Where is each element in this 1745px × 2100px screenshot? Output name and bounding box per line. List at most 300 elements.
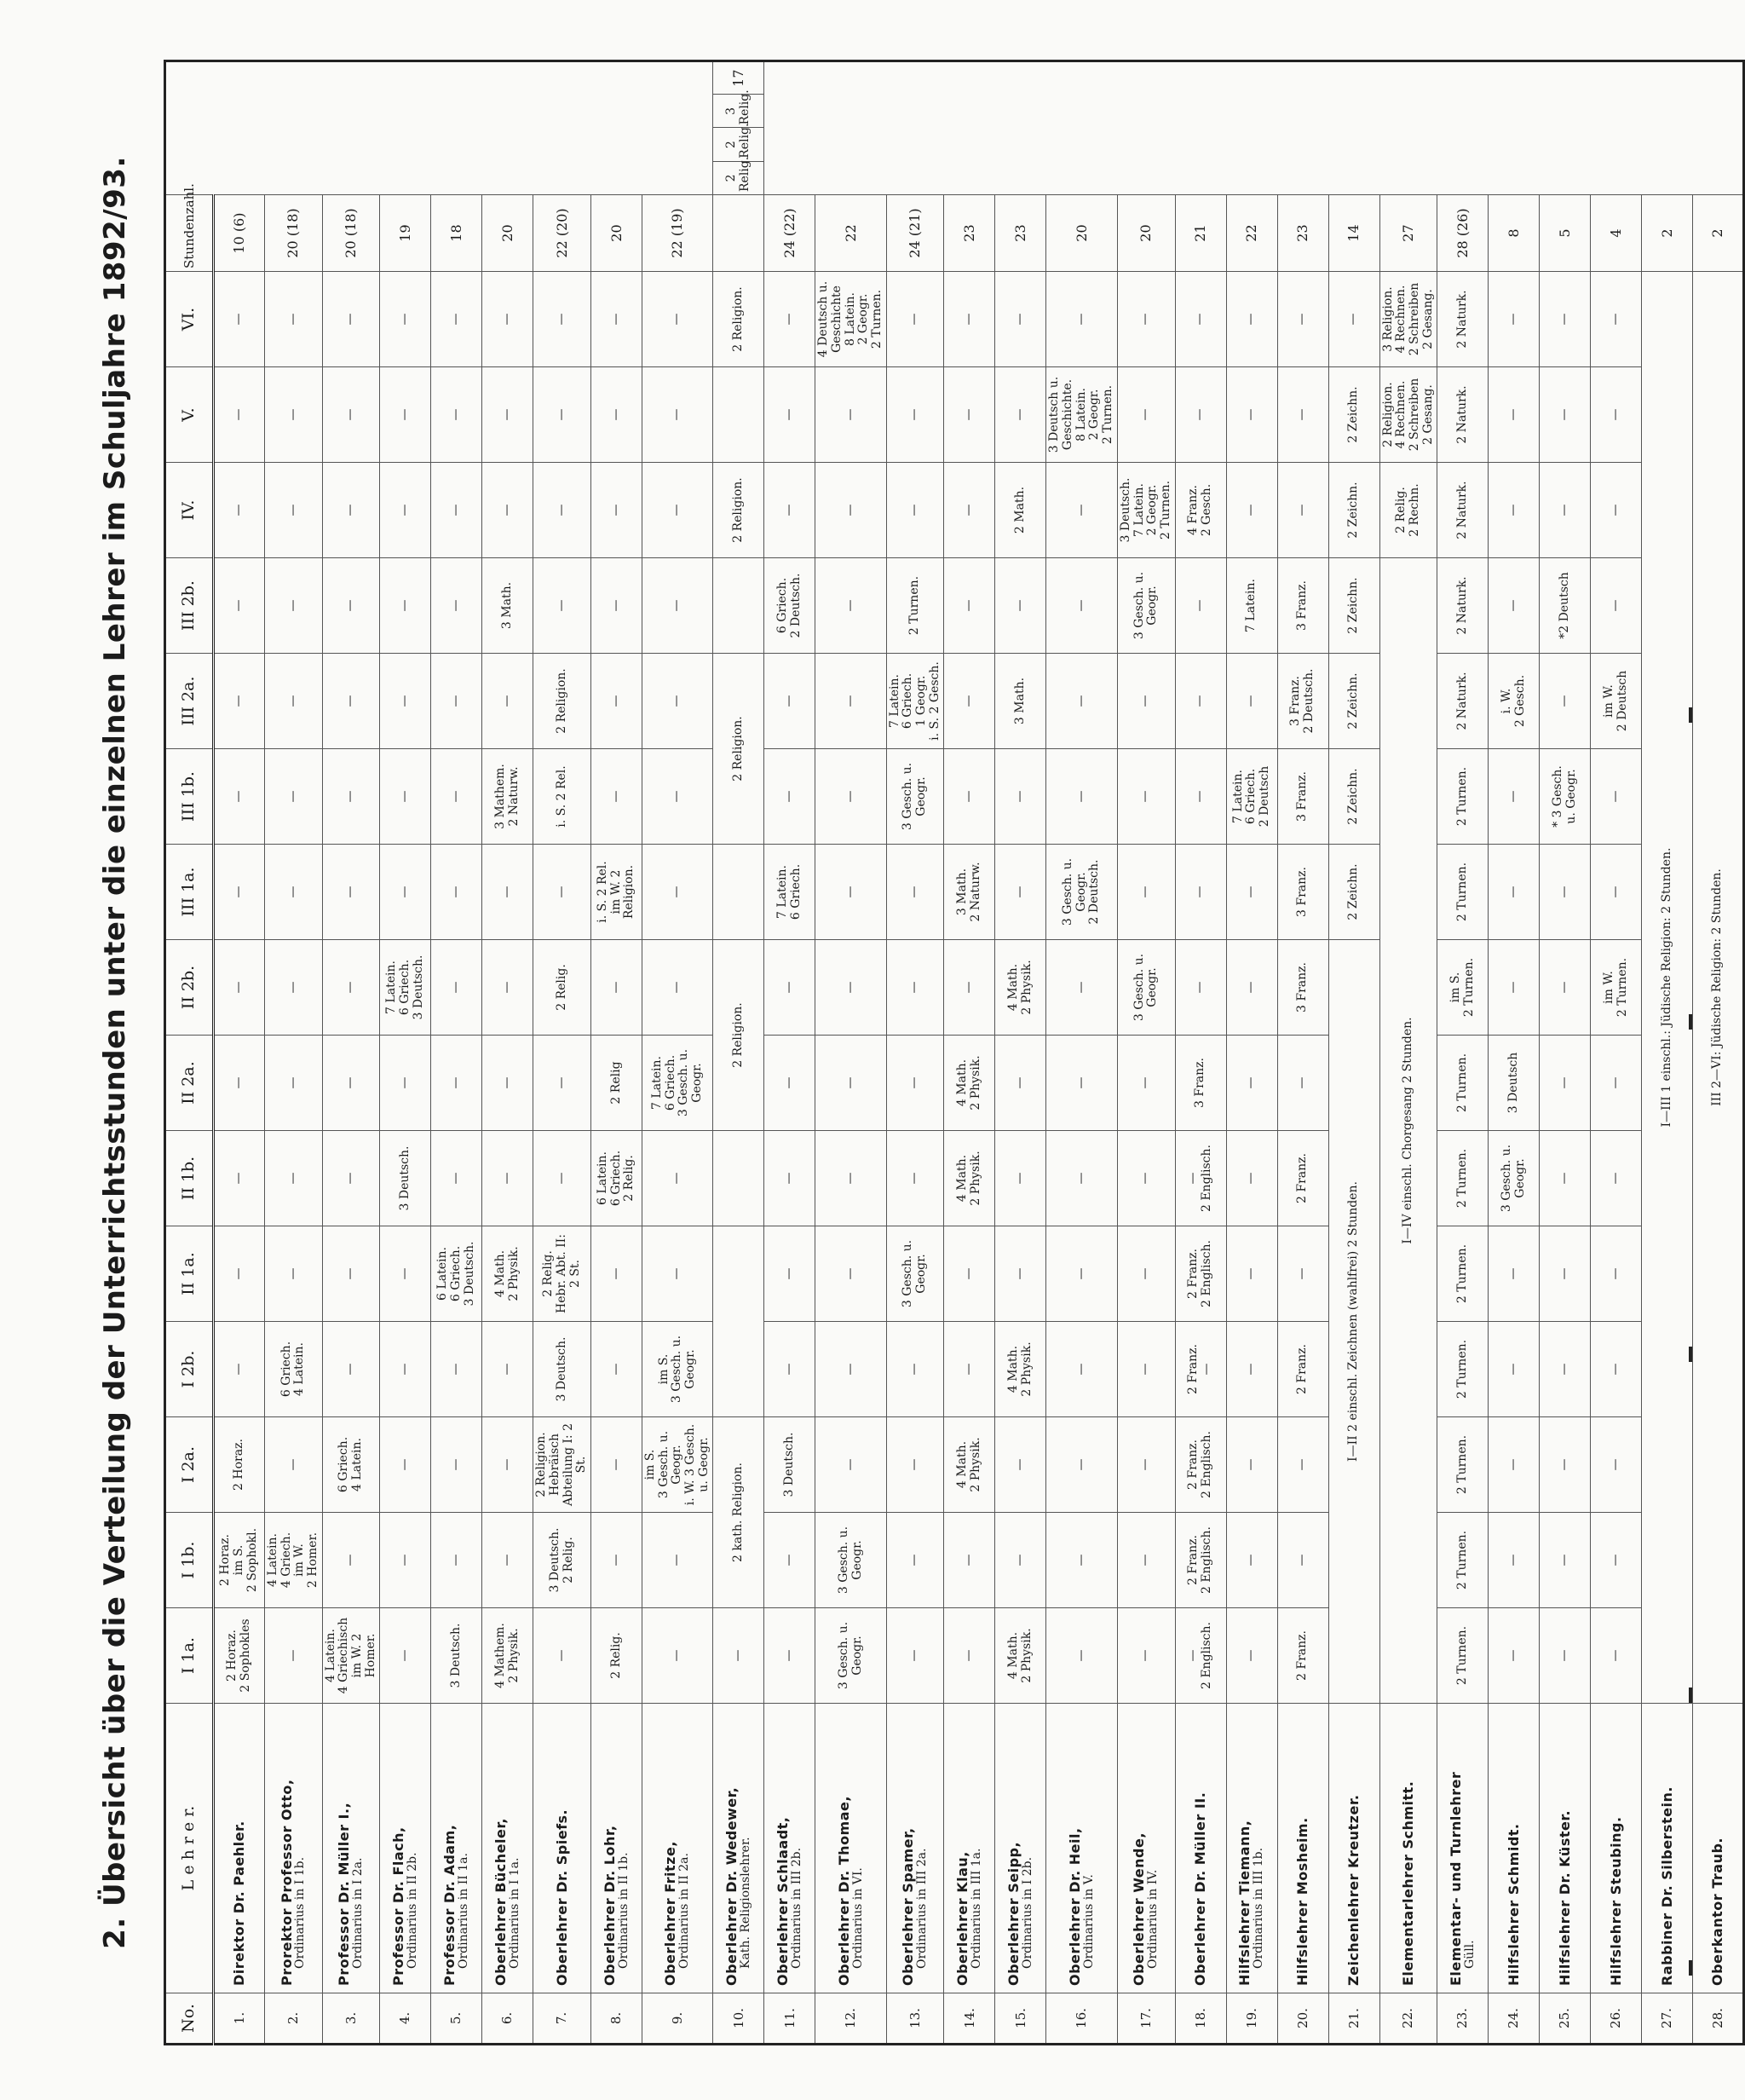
teacher-name: Oberlehrer Seipp, xyxy=(1005,1841,1022,1986)
lesson-cell: — xyxy=(1540,367,1591,463)
lesson-cell: — xyxy=(1117,654,1175,749)
lesson-cell: — xyxy=(431,367,482,463)
lesson-cell: — xyxy=(944,1226,995,1322)
lesson-cell: 3 Math. xyxy=(995,654,1046,749)
row-number: 19. xyxy=(1226,1993,1277,2045)
lesson-cell: — xyxy=(1277,367,1328,463)
lesson-cell: — xyxy=(1226,845,1277,940)
lesson-cell: — xyxy=(886,1036,944,1131)
lesson-cell: — xyxy=(1117,1036,1175,1131)
lesson-cell: — xyxy=(265,940,323,1036)
lesson-cell: 2 Relig xyxy=(591,1036,642,1131)
lesson-cell: — xyxy=(1277,1417,1328,1513)
lesson-cell: — xyxy=(886,463,944,558)
lesson-cell: — xyxy=(265,749,323,845)
lesson-cell: — xyxy=(1117,1226,1175,1322)
lesson-cell: — xyxy=(1540,940,1591,1036)
hours-total: 2 xyxy=(1693,195,1744,272)
teacher-name: Oberlehrer Fritze, xyxy=(662,1841,679,1986)
row-number: 17. xyxy=(1117,1993,1175,2045)
lesson-cell: 3 Franz. xyxy=(1277,749,1328,845)
column-header: I 1b. xyxy=(165,1513,214,1608)
lesson-cell: — xyxy=(431,1322,482,1417)
teacher-role: Ordinarius in III 2b. xyxy=(790,1847,804,1969)
lesson-cell: — xyxy=(886,940,944,1036)
lesson-cell: — xyxy=(1540,1226,1591,1322)
row-number: 2. xyxy=(265,1993,323,2045)
lesson-cell: — xyxy=(214,1131,265,1226)
lesson-cell: 2 Religion. xyxy=(713,463,764,558)
lesson-cell: — xyxy=(1046,1322,1117,1417)
lesson-cell: 3 Deutsch. xyxy=(431,1608,482,1704)
lesson-cell: — xyxy=(431,845,482,940)
column-header: III 2a. xyxy=(165,654,214,749)
table-row xyxy=(1379,61,1437,2045)
lesson-cell: — xyxy=(886,1608,944,1704)
table-row xyxy=(1046,61,1117,2045)
lesson-cell: — xyxy=(1175,272,1226,367)
lesson-cell: 3 Franz. xyxy=(1175,1036,1226,1131)
hours-total: 8 xyxy=(1489,195,1540,272)
lesson-cell: — xyxy=(815,749,886,845)
row-number: 3. xyxy=(322,1993,380,2045)
teacher-role: Ordinarius in IV. xyxy=(1146,1869,1160,1969)
teacher-role: Ordinarius in III 1b. xyxy=(1252,1847,1266,1969)
lesson-cell: — xyxy=(533,463,591,558)
lesson-cell: — xyxy=(482,1417,533,1513)
lesson-cell: * 3 Gesch. u. Geogr. xyxy=(1540,749,1591,845)
lesson-cell: — xyxy=(764,1322,815,1417)
lesson-cell: — xyxy=(995,845,1046,940)
lesson-cell: — xyxy=(431,1513,482,1608)
teacher-cell xyxy=(1328,1704,1379,1993)
column-header: V. xyxy=(165,367,214,463)
lesson-cell: — xyxy=(431,654,482,749)
lesson-cell: — xyxy=(1226,1417,1277,1513)
lesson-cell: — xyxy=(995,558,1046,654)
lesson-cell: 2 Religion. xyxy=(713,272,764,367)
column-header: IV. xyxy=(165,463,214,558)
lesson-cell: — xyxy=(214,1226,265,1322)
lesson-cell: 2 Franz. — xyxy=(1175,1322,1226,1417)
lesson-cell: — xyxy=(322,367,380,463)
row-number: 13. xyxy=(886,1993,944,2045)
lesson-cell: 2 Horaz. xyxy=(214,1417,265,1513)
lesson-cell: 3 Relig. xyxy=(713,95,764,128)
lesson-cell: — xyxy=(1540,1608,1591,1704)
lesson-cell: — xyxy=(1489,463,1540,558)
lesson-cell: — xyxy=(431,1131,482,1226)
lesson-cell: 2 Naturk. xyxy=(1437,272,1489,367)
lesson-cell: — xyxy=(642,558,713,654)
lesson-cell: — xyxy=(1175,654,1226,749)
table-body xyxy=(214,61,1744,2045)
row-number: 9. xyxy=(642,1993,713,2045)
lesson-cell: — xyxy=(1540,654,1591,749)
lesson-cell: — xyxy=(764,654,815,749)
lesson-cell: — xyxy=(886,367,944,463)
teacher-role: Güll. xyxy=(1462,1940,1477,1969)
lesson-cell: — xyxy=(431,558,482,654)
row-number: 16. xyxy=(1046,1993,1117,2045)
lesson-cell: — xyxy=(533,558,591,654)
lesson-cell: — xyxy=(1489,845,1540,940)
teacher-name: Oberlehrer Klau, xyxy=(954,1851,971,1986)
table-row xyxy=(591,61,642,2045)
lesson-cell: — xyxy=(1277,1036,1328,1131)
lesson-cell: — xyxy=(322,272,380,367)
teacher-name: Professor Dr. Flach, xyxy=(390,1826,407,1986)
teacher-cell xyxy=(1046,1704,1117,1993)
lesson-cell: — xyxy=(995,1513,1046,1608)
lesson-cell: — xyxy=(1046,1036,1117,1131)
row-number: 8. xyxy=(591,1993,642,2045)
lesson-cell: 2 Turnen. xyxy=(1437,1608,1489,1704)
lesson-cell: — xyxy=(764,1226,815,1322)
teacher-cell xyxy=(380,1704,431,1993)
lesson-cell: — xyxy=(944,654,995,749)
lesson-cell: — xyxy=(533,367,591,463)
lesson-cell: — xyxy=(214,845,265,940)
table-row xyxy=(1489,61,1540,2045)
lesson-cell: — xyxy=(995,367,1046,463)
table-row xyxy=(1328,61,1379,2045)
lesson-cell: — xyxy=(1540,1131,1591,1226)
lesson-cell: — xyxy=(265,1226,323,1322)
lesson-cell: 2 Turnen. xyxy=(1437,1226,1489,1322)
lesson-cell: — xyxy=(1226,272,1277,367)
lesson-cell: 6 Latein. 6 Griech. 3 Deutsch. xyxy=(431,1226,482,1322)
hours-total: 22 (19) xyxy=(642,195,713,272)
lesson-cell: — xyxy=(533,1131,591,1226)
lesson-cell: — xyxy=(713,1608,764,1704)
teacher-name: Oberlehrer Dr. Lohr, xyxy=(601,1825,618,1986)
lesson-cell: — xyxy=(482,1322,533,1417)
row-number: 23. xyxy=(1437,1993,1489,2045)
table-row xyxy=(1591,61,1642,2045)
lesson-cell: — xyxy=(642,1513,713,1608)
teacher-name: Hilfslehrer Steubing. xyxy=(1607,1816,1624,1986)
lesson-cell: — xyxy=(1489,1226,1540,1322)
row-number: 4. xyxy=(380,1993,431,2045)
lesson-cell: — xyxy=(1591,749,1642,845)
lesson-cell: — xyxy=(1175,558,1226,654)
lesson-cell: — xyxy=(1591,272,1642,367)
row-number: 11. xyxy=(764,1993,815,2045)
teacher-role: Ordinarius in II 1b. xyxy=(616,1852,631,1969)
teacher-cell xyxy=(1591,1704,1642,1993)
teacher-role: Ordinarius in II 2a. xyxy=(677,1853,692,1969)
page-title: 2. Übersicht über die Verteilung der Unterrichtsstunden unter die einzelnen Lehrer im Schuljahre 1892/93. xyxy=(98,156,132,1949)
lesson-cell: — xyxy=(431,749,482,845)
lesson-cell: — xyxy=(482,654,533,749)
lesson-cell: — xyxy=(995,1226,1046,1322)
lesson-cell: — xyxy=(1226,1608,1277,1704)
teacher-role: Ordinarius in II 2b. xyxy=(405,1852,419,1969)
lesson-cell: — xyxy=(482,367,533,463)
table-row xyxy=(1277,61,1328,2045)
lesson-cell: — xyxy=(1175,940,1226,1036)
lesson-cell: — xyxy=(322,1322,380,1417)
lesson-cell: — xyxy=(1046,940,1117,1036)
lesson-cell: 3 Gesch. u. Geogr. xyxy=(1489,1131,1540,1226)
lesson-cell: — xyxy=(322,749,380,845)
lesson-cell: 4 Deutsch u. Geschichte 8 Latein. 2 Geogr. 2 Turnen. xyxy=(815,272,886,367)
teacher-name: Oberlehrer Dr. Spiefs. xyxy=(553,1809,570,1986)
row-number: 5. xyxy=(431,1993,482,2045)
table-row xyxy=(815,61,886,2045)
lesson-cell: — xyxy=(591,749,642,845)
lesson-cell: — xyxy=(1540,463,1591,558)
lesson-cell: — xyxy=(431,272,482,367)
table-row xyxy=(1437,61,1489,2045)
lesson-cell: 6 Griech. 4 Latein. xyxy=(265,1322,323,1417)
lesson-cell: — xyxy=(886,1322,944,1417)
teacher-name: Elementar- und Turnlehrer xyxy=(1447,1771,1464,1986)
table-row xyxy=(1642,61,1693,2045)
lesson-cell: 3 Gesch. u. Geogr. xyxy=(815,1513,886,1608)
lesson-cell: 2 Horaz. 2 Sophokles xyxy=(214,1608,265,1704)
lesson-cell: — xyxy=(214,1036,265,1131)
lesson-cell: — xyxy=(1591,1131,1642,1226)
lesson-cell: — xyxy=(1117,272,1175,367)
row-number: 7. xyxy=(533,1993,591,2045)
lesson-cell: 2 kath. Religion. xyxy=(713,1417,764,1608)
lesson-cell: — xyxy=(642,749,713,845)
lesson-cell: 2 Naturk. xyxy=(1437,654,1489,749)
lesson-cell: — xyxy=(1046,272,1117,367)
lesson-cell xyxy=(713,845,764,940)
lesson-cell: — xyxy=(1175,749,1226,845)
teacher-role: Ordinarius in II 1a. xyxy=(456,1853,470,1969)
lesson-cell: 4 Math. 2 Physik. xyxy=(482,1226,533,1322)
lesson-cell: 7 Latein. 6 Griech. 1 Geogr. i. S. 2 Gesch. xyxy=(886,654,944,749)
teacher-cell xyxy=(591,1704,642,1993)
lesson-cell: — xyxy=(642,272,713,367)
lesson-cell: 3 Deutsch u. Geschichte. 8 Latein. 2 Geogr. 2 Turnen. xyxy=(1046,367,1117,463)
hours-total: 22 xyxy=(1226,195,1277,272)
lesson-cell: 2 Zeichn. xyxy=(1328,463,1379,558)
teacher-cell xyxy=(322,1704,380,1993)
hours-total: 14 xyxy=(1328,195,1379,272)
lesson-cell: — xyxy=(944,1322,995,1417)
lesson-cell: 3 Gesch. u. Geogr. xyxy=(1117,940,1175,1036)
lesson-cell: — xyxy=(482,940,533,1036)
lesson-cell: — xyxy=(944,940,995,1036)
table-row xyxy=(886,61,944,2045)
column-header: II 2a. xyxy=(165,1036,214,1131)
hours-total: 23 xyxy=(995,195,1046,272)
lesson-cell: 2 Zeichn. xyxy=(1328,654,1379,749)
lesson-cell: — xyxy=(995,272,1046,367)
lesson-cell: — xyxy=(380,1036,431,1131)
row-number: 24. xyxy=(1489,1993,1540,2045)
teacher-name: Zeichenlehrer Kreutzer. xyxy=(1345,1794,1362,1986)
lesson-cell: — xyxy=(380,749,431,845)
table-row xyxy=(713,61,764,2045)
teacher-cell xyxy=(995,1704,1046,1993)
teacher-cell xyxy=(944,1704,995,1993)
lesson-cell: i. S. 2 Rel. im W. 2 Religion. xyxy=(591,845,642,940)
lesson-cell: — xyxy=(764,1131,815,1226)
teacher-name: Hilfslehrer Dr. Küster. xyxy=(1556,1809,1573,1986)
teacher-cell xyxy=(764,1704,815,1993)
lesson-cell: — xyxy=(533,845,591,940)
lesson-cell: — xyxy=(591,367,642,463)
lesson-cell: 2 Religion. 4 Rechnen. 2 Schreiben 2 Gesang. xyxy=(1379,367,1437,463)
hours-total: 20 xyxy=(1046,195,1117,272)
lesson-cell: 6 Griech. 2 Deutsch. xyxy=(764,558,815,654)
teacher-cell xyxy=(886,1704,944,1993)
hours-total: 22 xyxy=(815,195,886,272)
hours-total: 23 xyxy=(1277,195,1328,272)
lesson-cell: 2 Religion. Hebräisch Abteilung I: 2 St. xyxy=(533,1417,591,1513)
table-row xyxy=(1175,61,1226,2045)
lesson-cell: — xyxy=(1591,1513,1642,1608)
lesson-cell: — xyxy=(591,1226,642,1322)
lesson-cell: 2 Zeichn. xyxy=(1328,845,1379,940)
lesson-cell: — xyxy=(380,272,431,367)
table-row xyxy=(1693,61,1744,2045)
lesson-cell: I—IV einschl. Chorgesang 2 Stunden. xyxy=(1379,558,1437,1704)
lesson-cell: 2 Naturk. xyxy=(1437,558,1489,654)
column-header: VI. xyxy=(165,272,214,367)
lesson-cell: — xyxy=(1591,1417,1642,1513)
lesson-cell: 3 Gesch. u. Geogr. xyxy=(1117,558,1175,654)
teacher-cell xyxy=(1489,1704,1540,1993)
lesson-cell: — xyxy=(764,940,815,1036)
lesson-cell: — xyxy=(764,1608,815,1704)
lesson-cell: 3 Deutsch. xyxy=(764,1417,815,1513)
lesson-cell: — xyxy=(886,1417,944,1513)
lesson-cell: — xyxy=(431,463,482,558)
lesson-cell: — xyxy=(944,1513,995,1608)
lesson-cell: — xyxy=(591,1322,642,1417)
lesson-cell: — xyxy=(214,272,265,367)
lesson-cell: 2 Franz. 2 Englisch. xyxy=(1175,1417,1226,1513)
hours-total: 2 xyxy=(1642,195,1693,272)
lesson-cell: — xyxy=(1117,749,1175,845)
row-number: 28. xyxy=(1693,1993,1744,2045)
lesson-cell: 3 Gesch. u. Geogr. xyxy=(886,1226,944,1322)
lesson-cell: — xyxy=(265,272,323,367)
lesson-cell: — xyxy=(533,272,591,367)
lesson-cell: 7 Latein. xyxy=(1226,558,1277,654)
teacher-role: Ordinarius in I 2a. xyxy=(351,1857,366,1969)
lesson-cell: — xyxy=(1489,1513,1540,1608)
lesson-cell: 3 Deutsch xyxy=(1489,1036,1540,1131)
lesson-cell: — xyxy=(1046,1131,1117,1226)
lesson-cell: — xyxy=(815,1036,886,1131)
lesson-cell: — xyxy=(380,845,431,940)
lesson-cell: — xyxy=(1117,1513,1175,1608)
column-header: I 2b. xyxy=(165,1322,214,1417)
lesson-cell: — xyxy=(1540,1513,1591,1608)
lesson-cell: 4 Math. 2 Physik. xyxy=(995,1608,1046,1704)
lesson-cell: — xyxy=(265,1608,323,1704)
lesson-cell: 2 Religion. xyxy=(533,654,591,749)
lesson-cell: — xyxy=(214,749,265,845)
lesson-cell: 3 Deutsch. xyxy=(533,1322,591,1417)
lesson-cell: — xyxy=(886,845,944,940)
lesson-cell: 2 Turnen. xyxy=(1437,749,1489,845)
teacher-cell xyxy=(1693,1704,1744,1993)
lesson-cell: — xyxy=(380,1322,431,1417)
teacher-cell xyxy=(713,1704,764,1993)
table-row xyxy=(265,61,323,2045)
teacher-cell xyxy=(431,1704,482,1993)
lesson-cell: 4 Math. 2 Physik. xyxy=(944,1036,995,1131)
hours-total: 27 xyxy=(1379,195,1437,272)
lesson-cell: — xyxy=(265,654,323,749)
schedule-table xyxy=(164,60,1745,2045)
lesson-cell: — xyxy=(1591,1322,1642,1417)
lesson-cell: 2 Math. xyxy=(995,463,1046,558)
lesson-cell: — xyxy=(591,558,642,654)
lesson-cell: — xyxy=(322,845,380,940)
lesson-cell: — xyxy=(1277,1513,1328,1608)
lesson-cell: — xyxy=(380,1417,431,1513)
lesson-cell: I—III 1 einschl.: Jüdische Religion: 2 Stunden. xyxy=(1642,272,1693,1704)
lesson-cell: 2 Franz. xyxy=(1277,1608,1328,1704)
lesson-cell: im W. 2 Deutsch xyxy=(1591,654,1642,749)
lesson-cell: 2 Relig. xyxy=(713,128,764,161)
lesson-cell: 3 Franz. xyxy=(1277,845,1328,940)
lesson-cell: — xyxy=(1540,1036,1591,1131)
teacher-name: Oberlehrer Dr. Thomae, xyxy=(835,1796,852,1986)
lesson-cell: 6 Griech. 4 Latein. xyxy=(322,1417,380,1513)
hours-total: 22 (20) xyxy=(533,195,591,272)
hours-total: 23 xyxy=(944,195,995,272)
column-header: II 1a. xyxy=(165,1226,214,1322)
lesson-cell: — xyxy=(944,1608,995,1704)
teacher-cell xyxy=(1540,1704,1591,1993)
lesson-cell: — xyxy=(1117,845,1175,940)
lesson-cell: 7 Latein. 6 Griech. xyxy=(764,845,815,940)
teacher-cell xyxy=(1437,1704,1489,1993)
hours-total: 20 (18) xyxy=(322,195,380,272)
lesson-cell: 3 Gesch. u. Geogr. 2 Deutsch. xyxy=(1046,845,1117,940)
teacher-cell xyxy=(1277,1704,1328,1993)
lesson-cell: — xyxy=(1226,1036,1277,1131)
hours-total: 17 xyxy=(713,61,764,95)
lesson-cell: — xyxy=(1117,1608,1175,1704)
lesson-cell: — xyxy=(764,1513,815,1608)
lesson-cell: — xyxy=(1489,272,1540,367)
teacher-role: Ordinarius in V. xyxy=(1081,1874,1096,1969)
column-header: III 1a. xyxy=(165,845,214,940)
teacher-role: Ordinarius in I 1b. xyxy=(293,1856,308,1969)
lesson-cell: im S. 2 Turnen. xyxy=(1437,940,1489,1036)
lesson-cell: 2 Horaz. im S. 2 Sophokl. xyxy=(214,1513,265,1608)
lesson-cell: — xyxy=(591,1417,642,1513)
lesson-cell: — xyxy=(642,463,713,558)
lesson-cell: 3 Gesch. u. Geogr. xyxy=(886,749,944,845)
lesson-cell: — xyxy=(764,749,815,845)
lesson-cell: — xyxy=(1591,845,1642,940)
lesson-cell: — xyxy=(764,463,815,558)
table-row xyxy=(482,61,533,2045)
lesson-cell: — xyxy=(886,272,944,367)
lesson-cell: — xyxy=(322,940,380,1036)
row-number: 14. xyxy=(944,1993,995,2045)
hours-total: 28 (26) xyxy=(1437,195,1489,272)
lesson-cell: — xyxy=(1540,1322,1591,1417)
lesson-cell: 4 Math. 2 Physik. xyxy=(944,1417,995,1513)
lesson-cell: — xyxy=(1226,1322,1277,1417)
lesson-cell: — xyxy=(1046,463,1117,558)
lesson-cell: — xyxy=(265,1131,323,1226)
